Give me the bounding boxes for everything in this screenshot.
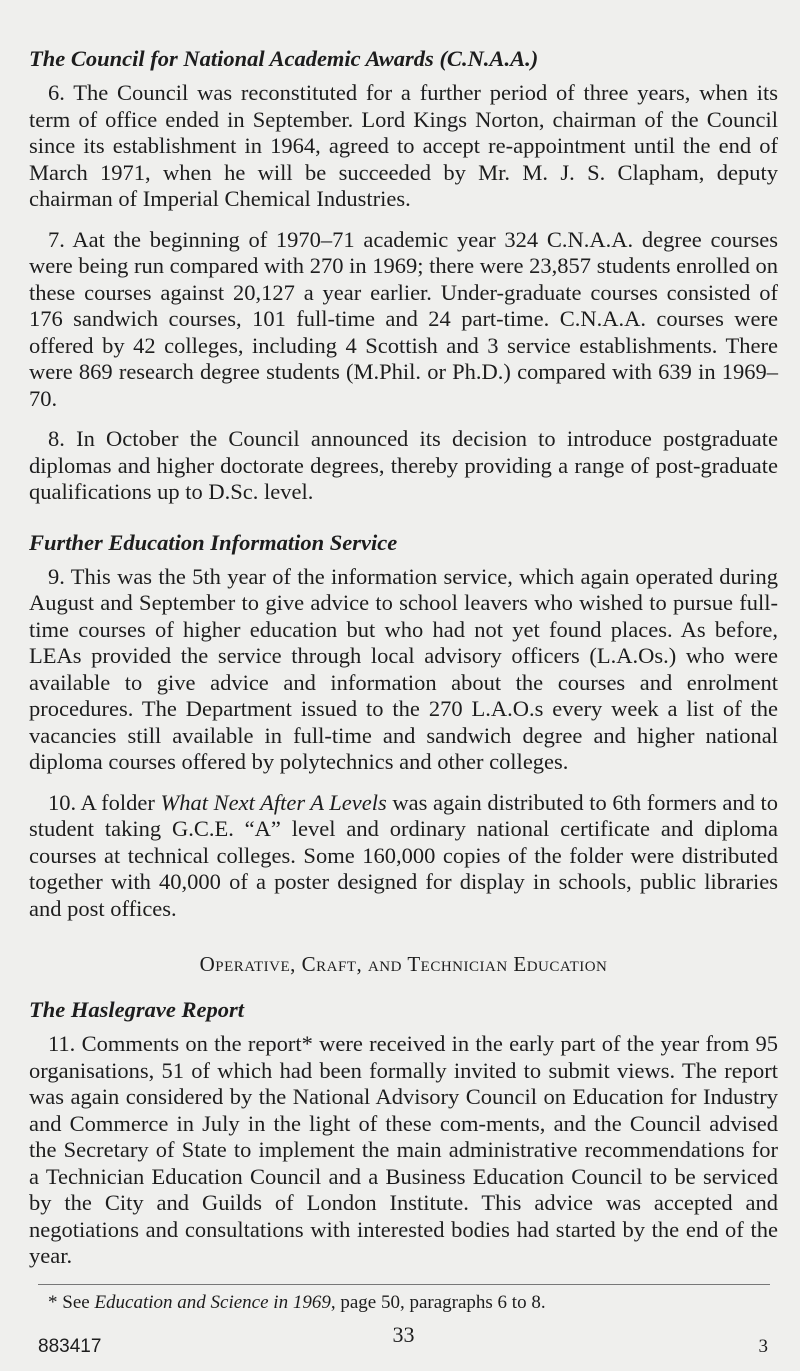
print-code: 883417 — [38, 1336, 102, 1357]
paragraph-11: 11. Comments on the report* were received in the early part of the year from 95 organisations, 51 of which had been formally invited to submit views. The report was again considered by the National Advisory Council on Education for Industry and Commerce in July in the light of these com-ments, and the Council advised the Secretary of State to implement the main administrative recommendations for a Technician Education Council and a Business Education Council to be serviced by the City and Guilds of London Institute. This advice was accepted and negotiations and consultations with interested bodies had started by the end of the year. — [29, 1031, 778, 1268]
folder-title: What Next After A Levels — [160, 789, 387, 815]
footnote-publication-title: Education and Science in 1969 — [94, 1291, 331, 1313]
paragraph-6: 6. The Council was reconstituted for a further period of three years, when its term of office ended in September. Lord Kings Norton, chairman of the Council since its establishment in 1964, agreed to accept re-appointment until the end of March 1971, when he will be succeeded by Mr. M. J. S. Clapham, deputy chairman of Imperial Chemical Industries. — [29, 80, 778, 211]
paragraph-7: 7. Aat the beginning of 1970–71 academic year 324 C.N.A.A. degree courses were being run compared with 270 in 1969; there were 23,857 students enrolled on these courses against 20,127 a year earlier. Under-graduate courses consisted of 176 sandwich courses, 101 full-time and 24 part-time. C.N.A.A. courses were offered by 42 colleges, including 4 Scottish and 3 service establishments. There were 869 research degree students (M.Phil. or Ph.D.) compared with 639 in 1969–70. — [29, 226, 778, 411]
footnote-divider — [38, 1284, 770, 1285]
section-heading-haslegrave: The Haslegrave Report — [29, 997, 244, 1022]
section-heading-cnaa: The Council for National Academic Awards (C.N.A.A.) — [29, 46, 539, 71]
paragraph-10-lead: 10. A folder — [48, 789, 161, 815]
section-heading-information-service: Further Education Information Service — [29, 529, 398, 555]
footnote-mark: * See — [48, 1291, 95, 1313]
paragraph-10 — [29, 790, 778, 923]
page-number: 33 — [392, 1322, 415, 1347]
paragraph-8: 8. In October the Council announced its decision to introduce postgraduate diplomas and higher doctorate degrees, thereby providing a range of post-graduate qualifications up to D.Sc. level. — [29, 426, 778, 504]
major-section-heading: Operative, Craft, and Technician Education — [199, 952, 608, 976]
page-footer — [29, 1322, 778, 1362]
sheet-mark: 3 — [758, 1336, 768, 1357]
footnote-rest: , page 50, paragraphs 6 to 8. — [330, 1291, 546, 1313]
footnote — [29, 1291, 778, 1315]
paragraph-9: 9. This was the 5th year of the information service, which again operated during August and September to give advice to school leavers who wished to pursue full-time courses of higher education but who had not yet found places. As before, LEAs provided the service through local advisory officers (L.A.Os.) who were available to give advice and information about the courses and enrolment procedures. The Department issued to the 270 L.A.O.s every week a list of the vacancies still available in full-time and sandwich degree and higher national diploma courses offered by polytechnics and other colleges. — [29, 563, 778, 774]
paragraph-10-body: was again distributed to 6th formers and to student taking G.C.E. “A” level and ordinary national certificate and diploma courses at technical colleges. Some 160,000 copies of the folder were distributed together with 40,000 of a poster designed for display in schools, public libraries and post offices. — [29, 789, 778, 921]
